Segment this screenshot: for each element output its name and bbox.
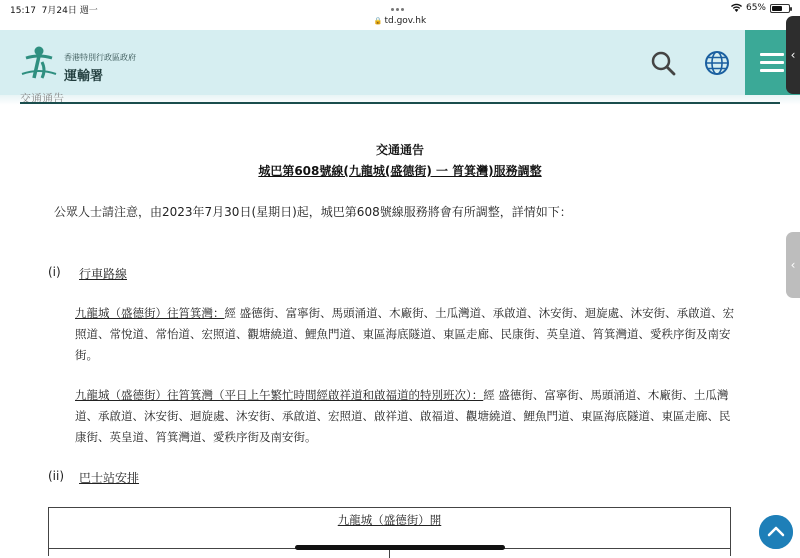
paragraph-line: 照道、常悅道、常怡道、宏照道、觀塘繞道、鯉魚門道、東區海底隧道、東區走廊、民康街、英皇道、筲箕灣道、愛秩序街及南安 (75, 327, 731, 341)
section-title-bus-stops: 巴士站安排 (79, 471, 140, 485)
section-number: (ii) (48, 469, 65, 483)
battery-icon (770, 4, 790, 13)
notice-subtitle: 城巴第608號線(九龍城(盛德街) 一 筲箕灣)服務調整 (258, 164, 542, 178)
lock-icon: 🔒 (373, 17, 383, 25)
section-title-route: 行車路線 (79, 267, 128, 281)
side-panel-tab-top[interactable]: ‹ (786, 16, 800, 94)
language-globe-icon[interactable] (704, 50, 730, 76)
route-paragraph-special (75, 385, 775, 448)
site-header (0, 30, 800, 95)
notice-title: 交通通告 (375, 143, 424, 157)
paragraph-line: 街。 (75, 348, 98, 362)
menu-bar-icon (760, 53, 784, 56)
breadcrumb-divider (20, 102, 780, 104)
home-indicator[interactable] (295, 545, 505, 550)
back-to-top-button[interactable] (759, 515, 793, 549)
department-title: 運輸署 (64, 69, 104, 84)
multitask-dots-icon[interactable] (391, 4, 409, 8)
section-number: (i) (48, 265, 61, 279)
paragraph-line: 九龍城（盛德街）往筲箕灣（平日上午繁忙時間經啟祥道和啟福道的特別班次）：經 盛德街、富寧街、馬頭涌道、木廠街、土瓜灣 (75, 388, 729, 402)
table-header: 九龍城（盛德街）開 (337, 513, 442, 527)
department-name[interactable] (64, 52, 136, 84)
status-time: 15:17 7月24日 週一 (10, 6, 98, 16)
paragraph-lead: 九龍城（盛德街）往筲箕灣（平日上午繁忙時間經啟祥道和啟福道的特別班次）： (75, 388, 484, 402)
breadcrumb[interactable] (20, 90, 64, 98)
side-panel-tab[interactable]: ‹ (786, 232, 800, 298)
url-bar[interactable] (0, 16, 800, 30)
battery-percent: 65% (745, 3, 766, 13)
url-text: td.gov.hk (384, 16, 427, 26)
menu-bar-icon (760, 69, 784, 72)
notice-intro: 公眾人士請注意，由2023年7月30日(星期日)起，城巴第608號線服務將會有所調整，詳情如下： (54, 205, 572, 219)
paragraph-line: 道、承啟道、沐安街、迴旋處、沐安街、承啟道、宏照道、啟祥道、啟福道、觀塘繞道、鯉魚門道、東區海底隧道、東區走廊、民 (75, 409, 731, 423)
wifi-icon (731, 4, 742, 12)
paragraph-line: 九龍城（盛德街）往筲箕灣：經 盛德街、富寧街、馬頭涌道、木廠街、土瓜灣道、承啟道、沐安街、迴旋處、沐安街、承啟道、宏 (75, 306, 735, 320)
menu-bar-icon (760, 61, 784, 64)
status-bar (0, 0, 800, 16)
paragraph-lead: 九龍城（盛德街）往筲箕灣： (75, 306, 225, 320)
paragraph-line: 康街、英皇道、筲箕灣道、愛秩序街及南安街。 (75, 430, 317, 444)
route-paragraph (75, 303, 775, 366)
transport-department-logo-icon[interactable] (20, 44, 58, 80)
government-name: 香港特別行政區政府 (64, 53, 136, 62)
search-icon[interactable] (650, 50, 676, 76)
